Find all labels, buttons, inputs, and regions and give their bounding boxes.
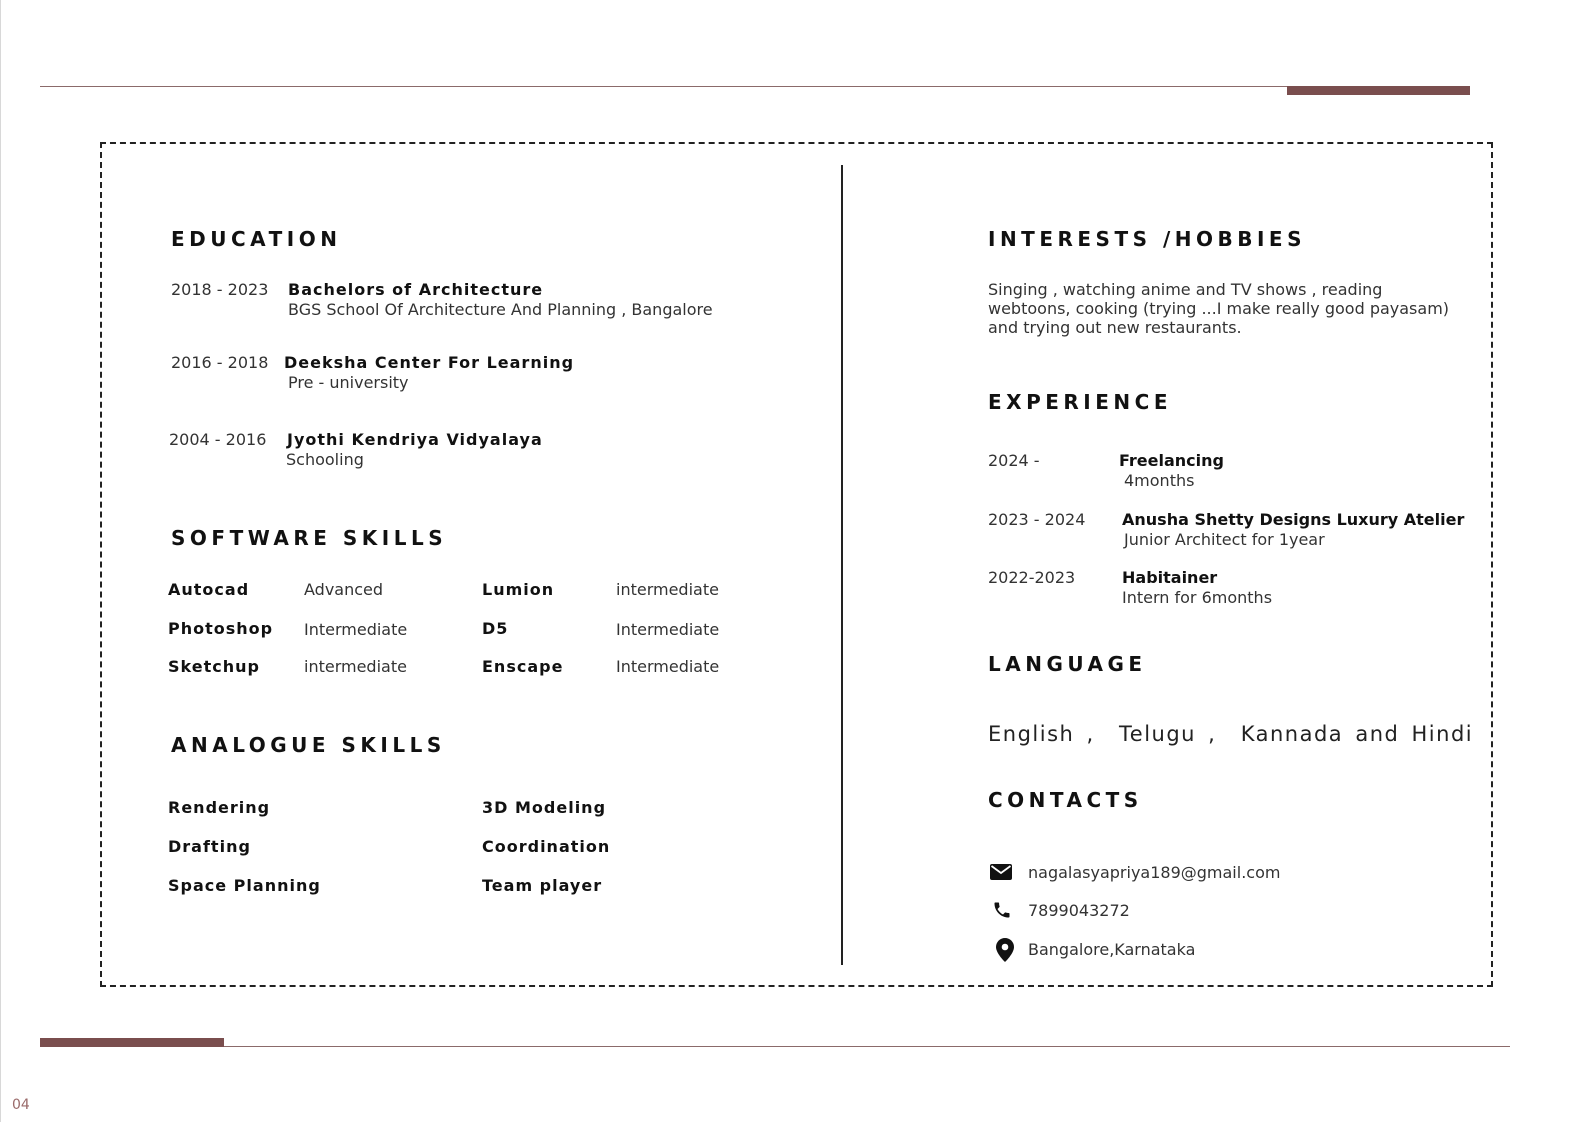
software-skill-name: Autocad (168, 580, 250, 599)
contact-location: Bangalore,Karnataka (1028, 940, 1196, 959)
top-rule (40, 86, 1304, 87)
contact-phone[interactable]: 7899043272 (1028, 901, 1130, 920)
experience-title: Freelancing (1119, 451, 1224, 470)
software-skill-name: Sketchup (168, 657, 260, 676)
software-skill-level: Intermediate (616, 620, 720, 639)
interests-heading: INTERESTS /HOBBIES (988, 227, 1307, 251)
education-title: Deeksha Center For Learning (284, 353, 575, 372)
software-skill-name: Photoshop (168, 619, 274, 638)
analogue-skill: Rendering (168, 798, 271, 817)
software-skill-name: Enscape (482, 657, 564, 676)
software-skill-level: intermediate (616, 580, 719, 599)
language-text: English , Telugu , Kannada and Hindi (988, 722, 1474, 746)
resume-frame (100, 142, 1493, 987)
bottom-accent-bar (40, 1038, 224, 1047)
experience-years: 2022-2023 (988, 568, 1076, 587)
language-heading: LANGUAGE (988, 652, 1147, 676)
software-skill-level: Intermediate (616, 657, 720, 676)
column-divider (841, 165, 843, 965)
education-title: Bachelors of Architecture (288, 280, 544, 299)
education-heading: EDUCATION (171, 227, 342, 251)
software-skill-name: Lumion (482, 580, 555, 599)
software-skill-level: Advanced (304, 580, 384, 599)
education-years: 2016 - 2018 (171, 353, 269, 372)
software-skills-heading: SOFTWARE SKILLS (171, 526, 448, 550)
software-skill-level: intermediate (304, 657, 407, 676)
experience-years: 2024 - (988, 451, 1040, 470)
analogue-skill: Space Planning (168, 876, 321, 895)
bottom-rule (220, 1046, 1510, 1047)
experience-title: Anusha Shetty Designs Luxury Atelier (1122, 510, 1465, 529)
experience-heading: EXPERIENCE (988, 390, 1172, 414)
experience-subtitle: Intern for 6months (1122, 588, 1273, 607)
phone-icon (992, 900, 1012, 920)
software-skill-name: D5 (482, 619, 509, 638)
page-number: 04 (12, 1097, 30, 1113)
page-edge (0, 0, 1, 1122)
analogue-skill: 3D Modeling (482, 798, 607, 817)
education-subtitle: Schooling (286, 450, 364, 469)
education-years: 2018 - 2023 (171, 280, 269, 299)
analogue-skills-heading: ANALOGUE SKILLS (171, 733, 446, 757)
education-subtitle: BGS School Of Architecture And Planning , Bangalore (288, 300, 713, 319)
contact-email[interactable]: nagalasyapriya189@gmail.com (1028, 863, 1281, 882)
education-years: 2004 - 2016 (169, 430, 267, 449)
experience-subtitle: 4months (1124, 471, 1195, 490)
mail-icon (990, 864, 1012, 880)
software-skill-level: Intermediate (304, 620, 408, 639)
interests-text: Singing , watching anime and TV shows , reading webtoons, cooking (trying ...I make really good payasam) and trying out new restaurants. (988, 280, 1450, 337)
contacts-heading: CONTACTS (988, 788, 1143, 812)
experience-subtitle: Junior Architect for 1year (1124, 530, 1325, 549)
analogue-skill: Coordination (482, 837, 611, 856)
location-pin-icon (996, 938, 1014, 962)
analogue-skill: Team player (482, 876, 603, 895)
analogue-skill: Drafting (168, 837, 251, 856)
top-accent-bar (1287, 86, 1470, 95)
education-subtitle: Pre - university (288, 373, 409, 392)
experience-title: Habitainer (1122, 568, 1218, 587)
experience-years: 2023 - 2024 (988, 510, 1086, 529)
education-title: Jyothi Kendriya Vidyalaya (287, 430, 543, 449)
